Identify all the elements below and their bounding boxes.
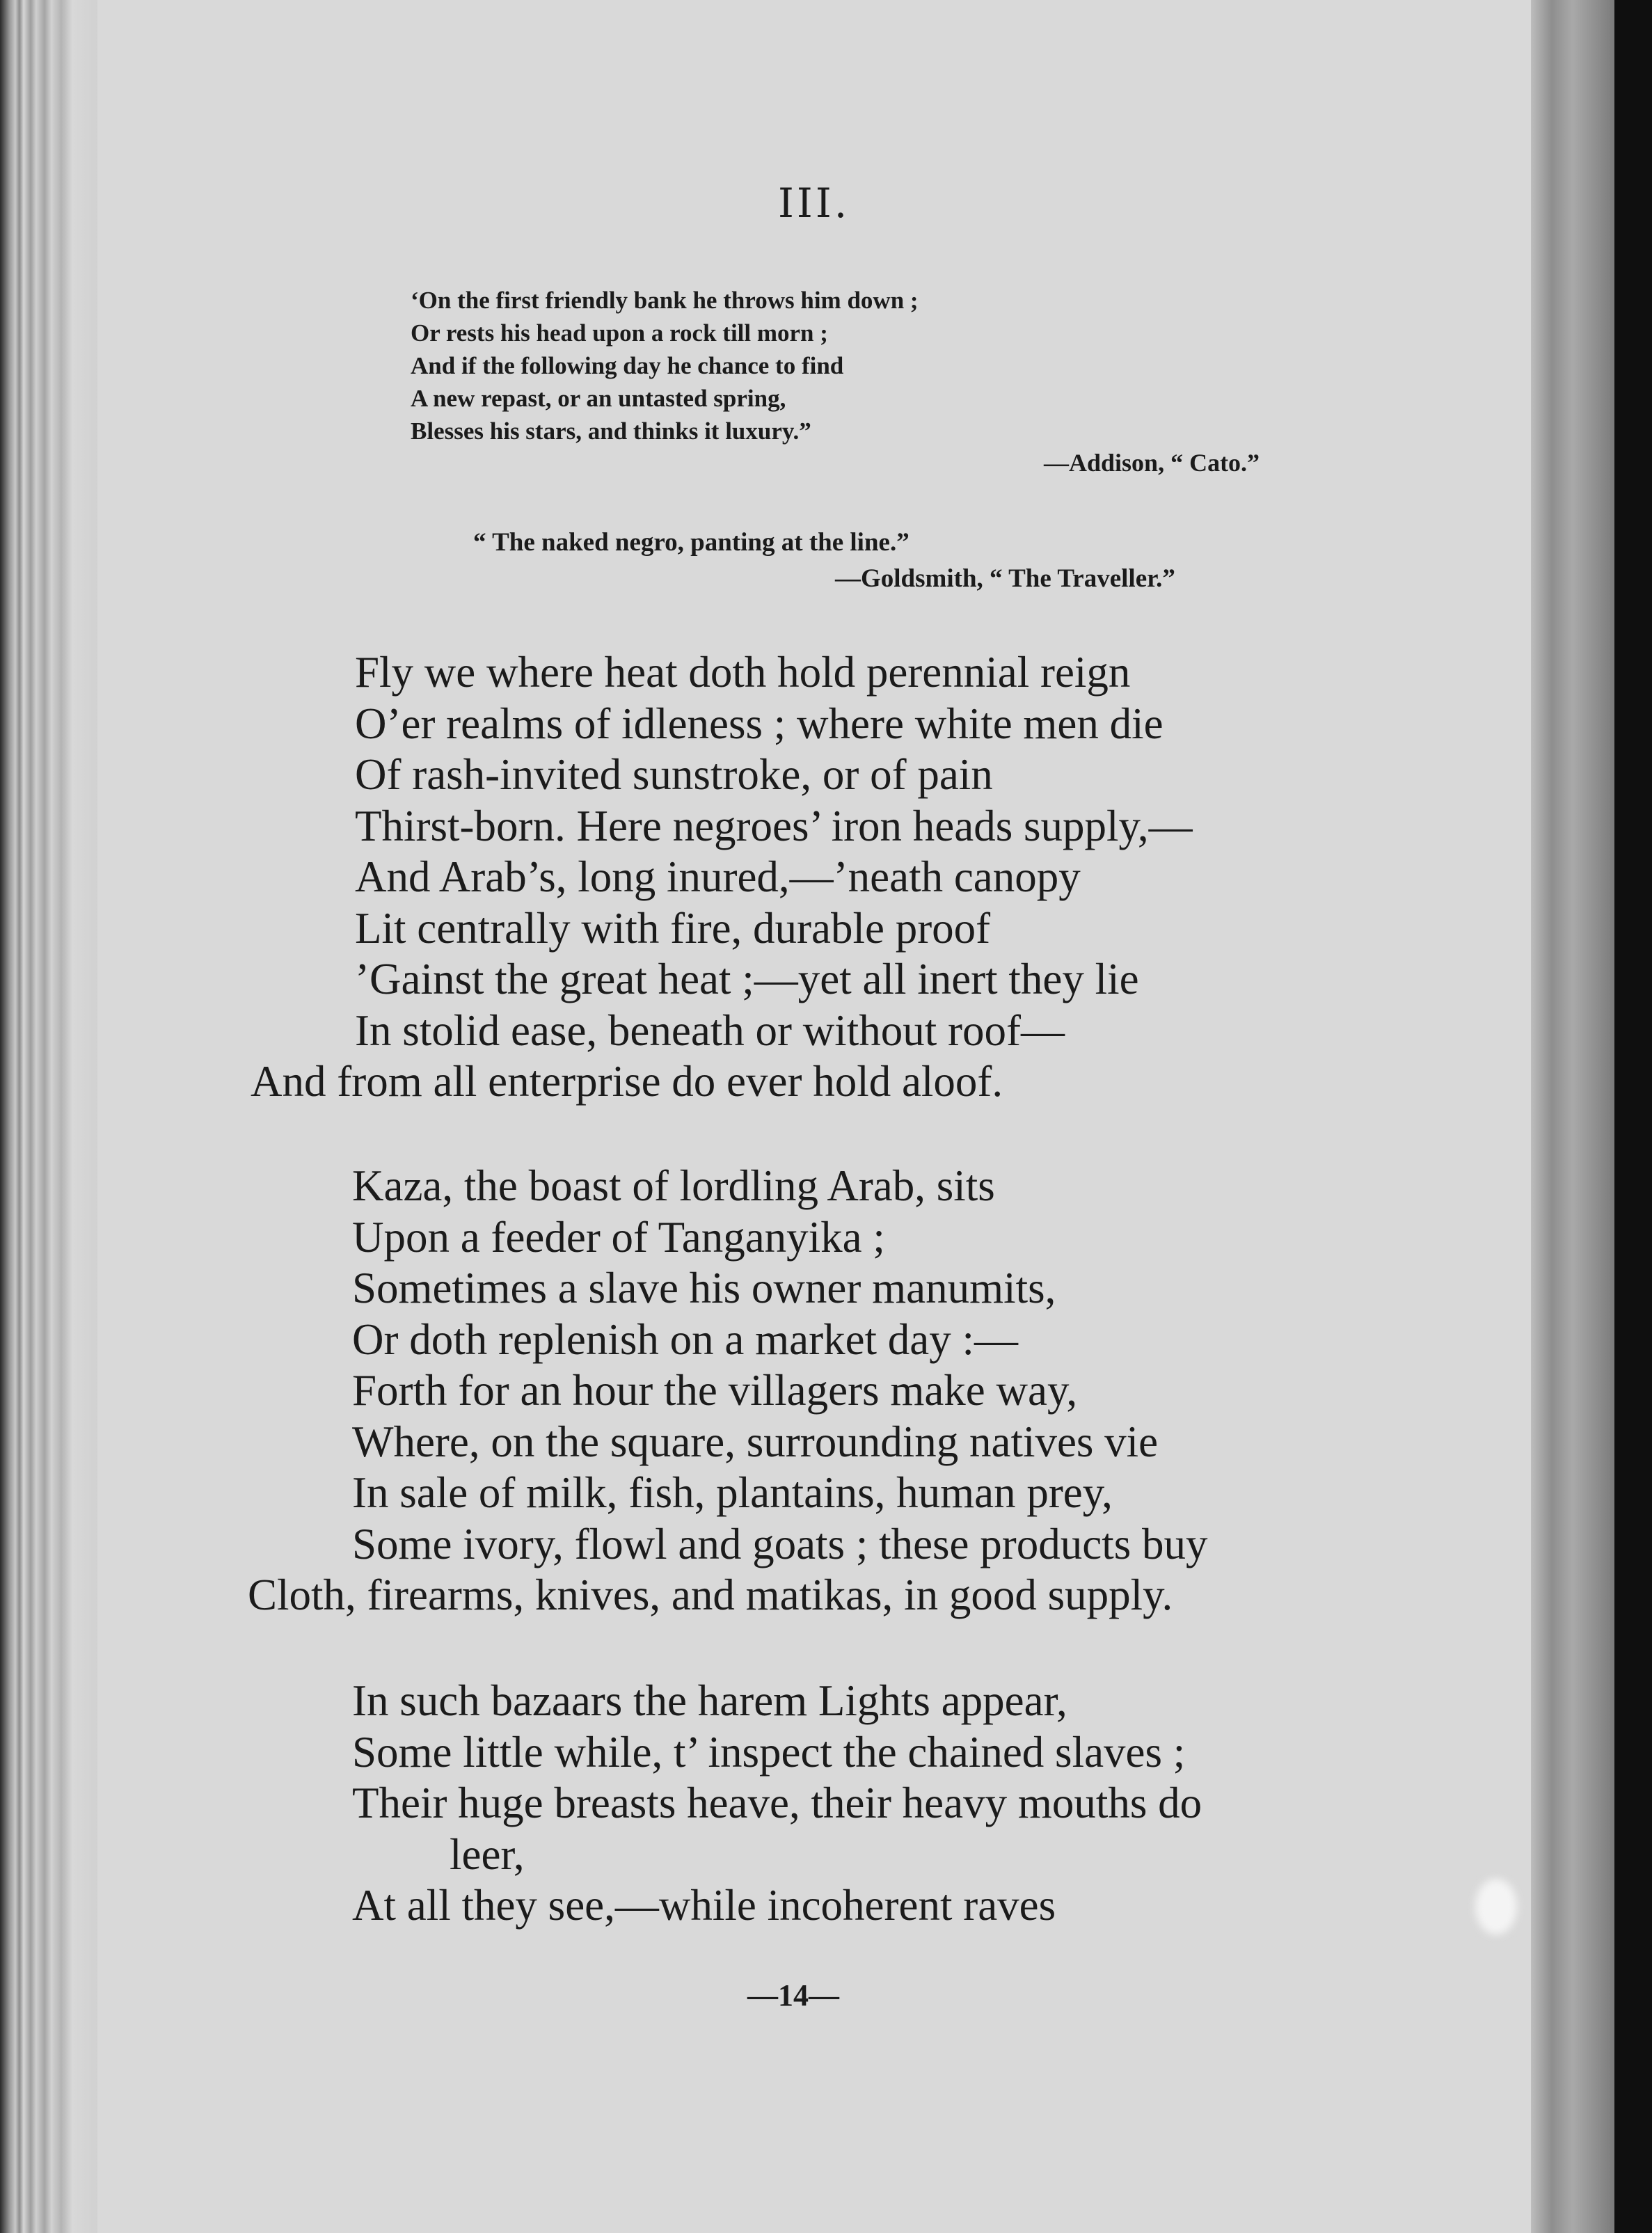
page-number: —14—	[747, 1978, 839, 2012]
glare-spot	[1475, 1879, 1517, 1934]
verse-line: Forth for an hour the villagers make way,	[352, 1366, 1078, 1415]
epigraph-attribution: —Addison, “ Cato.”	[1044, 449, 1260, 477]
epigraph-line: And if the following day he chance to find	[411, 352, 844, 379]
epigraph-attribution: —Goldsmith, “ The Traveller.”	[835, 564, 1175, 593]
stanza-1	[251, 647, 1193, 1108]
epigraph-line: Blesses his stars, and thinks it luxury.”	[411, 418, 811, 445]
verse-line: In such bazaars the harem Lights appear,	[352, 1676, 1067, 1725]
verse-line: Fly we where heat doth hold perennial reign	[355, 648, 1131, 697]
epigraph-line: A new repast, or an untasted spring,	[411, 385, 786, 412]
epigraph-addison	[411, 284, 919, 447]
verse-line: At all they see,—while incoherent raves	[352, 1881, 1056, 1930]
gutter-shadow	[1531, 0, 1614, 2233]
scan-border	[1614, 0, 1652, 2233]
verse-line: Cloth, firearms, knives, and matikas, in good supply.	[248, 1571, 1173, 1619]
verse-line: Sometimes a slave his owner manumits,	[352, 1264, 1056, 1312]
verse-line: Kaza, the boast of lordling Arab, sits	[352, 1161, 995, 1210]
chapter-heading: III.	[778, 180, 850, 227]
verse-line: Thirst-born. Here negroes’ iron heads supply,—	[355, 801, 1193, 850]
verse-line: Their huge breasts heave, their heavy mouths do	[352, 1779, 1202, 1827]
verse-line-continuation: leer,	[450, 1829, 525, 1879]
epigraph-goldsmith: “ The naked negro, panting at the line.”	[473, 528, 910, 557]
page-stack-edges	[0, 0, 104, 2233]
verse-line: Some little while, t’ inspect the chained slaves ;	[352, 1727, 1186, 1777]
verse-line: Upon a feeder of Tanganyika ;	[352, 1212, 885, 1262]
stanza-2	[248, 1161, 1207, 1621]
verse-line: And Arab’s, long inured,—’neath canopy	[355, 852, 1081, 901]
verse-line: And from all enterprise do ever hold aloof.	[251, 1057, 1003, 1106]
epigraph-line: Or rests his head upon a rock till morn ;	[411, 319, 828, 347]
verse-line: O’er realms of idleness ; where white men die	[355, 699, 1163, 748]
verse-line: Or doth replenish on a market day :—	[352, 1314, 1018, 1364]
verse-line: In sale of milk, fish, plantains, human prey,	[352, 1468, 1113, 1517]
verse-line: Some ivory, flowl and goats ; these products buy	[352, 1519, 1208, 1568]
epigraph-line: ‘On the first friendly bank he throws him down ;	[411, 287, 919, 314]
verse-line: In stolid ease, beneath or without roof—	[355, 1006, 1065, 1055]
verse-line: Lit centrally with fire, durable proof	[355, 903, 991, 953]
verse-line: Where, on the square, surrounding natives vie	[352, 1417, 1159, 1466]
verse-line: ’Gainst the great heat ;—yet all inert they lie	[355, 955, 1139, 1003]
verse-line: Of rash-invited sunstroke, or of pain	[355, 750, 993, 799]
stanza-3	[248, 1676, 1202, 1932]
